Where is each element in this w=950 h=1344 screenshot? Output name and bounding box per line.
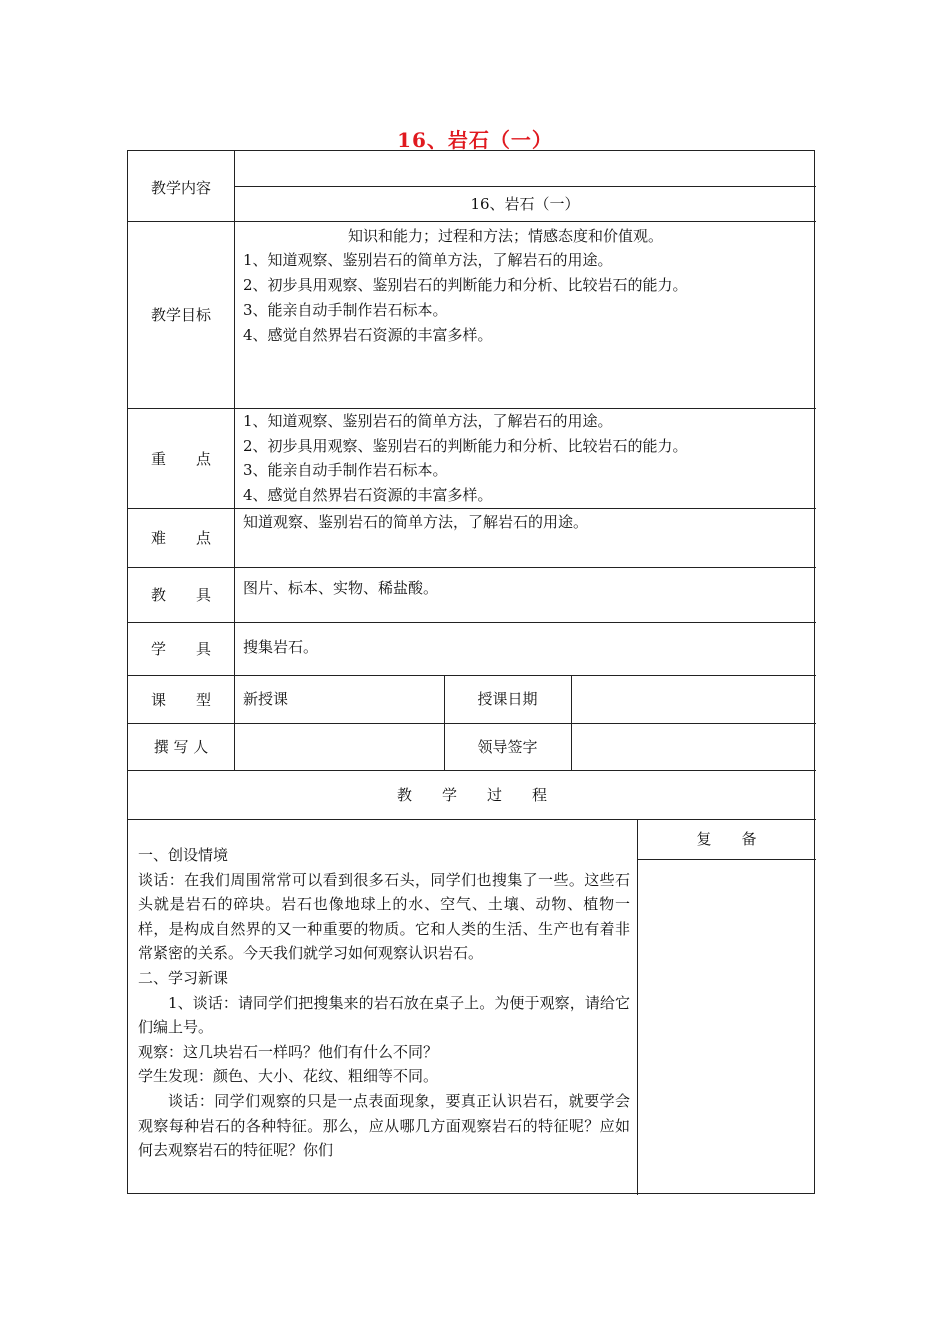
difficulty-value: 知道观察、鉴别岩石的简单方法，了解岩石的用途。	[243, 513, 589, 531]
teaching-tools-label: 教 具	[150, 586, 211, 604]
process-paragraph: 二、学习新课	[138, 968, 229, 987]
key-point-line: 1、知道观察、鉴别岩石的简单方法，了解岩石的用途。	[243, 412, 613, 430]
page-title: 16、岩石（一）	[397, 128, 553, 152]
row-divider	[128, 221, 816, 222]
process-paragraph: 谈话：在我们周围常常可以看到很多石头，同学们也搜集了一些。这些石头就是岩石的碎块。岩石也像地球上的水、空气、土壤、动物、植物一样，是构成自然界的又一种重要的物质。它和人类的生活、生产也有着非常紧密的关系。今天我们就学习如何观察认识岩石。	[138, 870, 630, 963]
lesson-plan-table	[127, 150, 815, 1194]
process-header: 教 学 过 程	[396, 786, 547, 804]
difficulty-label: 难 点	[150, 529, 211, 547]
author-label: 撰 写 人	[153, 738, 209, 756]
row-divider	[128, 622, 816, 623]
content-value: 16、岩石（一）	[470, 195, 580, 213]
goals-line: 3、能亲自动手制作岩石标本。	[243, 301, 448, 319]
column-divider	[234, 151, 235, 770]
process-paragraph: 1、谈话：请同学们把搜集来的岩石放在桌子上。为便于观察，请给它们编上号。	[138, 993, 630, 1037]
teaching-tools-value: 图片、标本、实物、稀盐酸。	[243, 579, 439, 597]
row-divider	[128, 819, 816, 820]
lesson-type-label: 课 型	[150, 691, 211, 709]
process-paragraph: 一、创设情境	[138, 846, 229, 864]
column-divider	[571, 675, 572, 770]
key-points-label: 重 点	[150, 450, 211, 468]
row-divider	[128, 770, 816, 771]
row-divider	[637, 859, 816, 860]
row-divider	[128, 675, 816, 676]
goals-line: 知识和能力；过程和方法；情感态度和价值观。	[348, 227, 664, 245]
row-divider	[128, 508, 816, 509]
goals-label: 教学目标	[150, 306, 211, 324]
process-paragraph: 观察：这几块岩石一样吗？他们有什么不同？	[138, 1042, 439, 1061]
goals-line: 2、初步具用观察、鉴别岩石的判断能力和分析、比较岩石的能力。	[243, 276, 688, 294]
review-label: 复 备	[696, 830, 757, 848]
lesson-date-label: 授课日期	[477, 690, 538, 708]
row-divider	[128, 567, 816, 568]
row-divider	[234, 186, 816, 187]
key-point-line: 4、感觉自然界岩石资源的丰富多样。	[243, 486, 493, 504]
process-paragraph: 学生发现：颜色、大小、花纹、粗细等不同。	[138, 1067, 439, 1086]
leader-sign-label: 领导签字	[477, 738, 538, 756]
process-body	[138, 843, 630, 1163]
key-point-line: 2、初步具用观察、鉴别岩石的判断能力和分析、比较岩石的能力。	[243, 437, 688, 455]
learning-tools-value: 搜集岩石。	[243, 638, 319, 656]
process-paragraph: 谈话：同学们观察的只是一点表面现象，要真正认识岩石，就要学会观察每种岩石的各种特征。那么，应从哪几方面观察岩石的特征呢？应如何去观察岩石的特征呢？你们	[138, 1091, 630, 1160]
key-point-line: 3、能亲自动手制作岩石标本。	[243, 461, 448, 479]
column-divider	[637, 819, 638, 1195]
content-label: 教学内容	[150, 179, 211, 197]
lesson-type-value: 新授课	[243, 690, 289, 708]
goals-line: 4、感觉自然界岩石资源的丰富多样。	[243, 326, 493, 344]
goals-line: 1、知道观察、鉴别岩石的简单方法，了解岩石的用途。	[243, 251, 613, 269]
learning-tools-label: 学 具	[150, 640, 211, 658]
row-divider	[128, 723, 816, 724]
